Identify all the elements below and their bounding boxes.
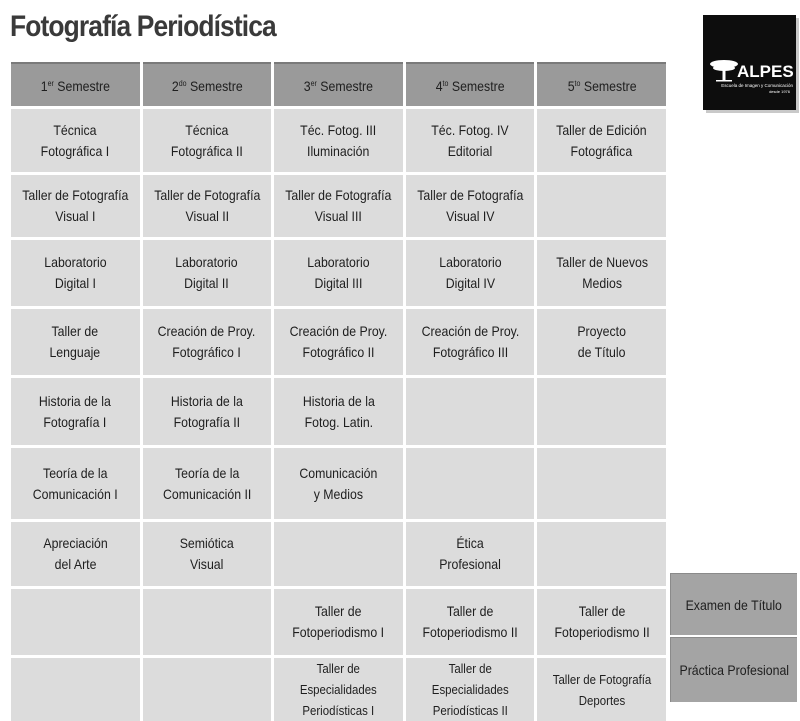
empty-cell bbox=[537, 448, 666, 519]
course-cell bbox=[406, 589, 535, 655]
course-cell bbox=[143, 109, 272, 172]
course-name: Taller de Nuevos Medios bbox=[555, 254, 648, 291]
semester-header-label: $2^{do}$ Semestre bbox=[171, 78, 243, 94]
course-name: Técnica Fotográfica II bbox=[170, 121, 243, 159]
page-title: Fotografía Periodística bbox=[10, 10, 276, 43]
course-name: Historia de la Fotog. Latin. bbox=[302, 392, 375, 430]
course-cell bbox=[274, 240, 403, 306]
course-name: Historia de la Fotografía II bbox=[170, 392, 243, 430]
course-name: Taller de Fotoperiodismo II bbox=[422, 603, 518, 640]
course-name: Téc. Fotog. IV Editorial bbox=[431, 121, 509, 159]
logo-since: desde 1976 bbox=[769, 89, 790, 94]
course-name: Ética Profesional bbox=[439, 535, 501, 572]
course-cell bbox=[406, 109, 535, 172]
course-name: Laboratorio Digital II bbox=[175, 254, 239, 291]
empty-cell bbox=[143, 589, 272, 655]
course-name: Semiótica Visual bbox=[179, 535, 234, 572]
logo-subtitle: Escuela de Imagen y Comunicación bbox=[721, 83, 793, 88]
course-cell bbox=[406, 522, 535, 586]
course-cell bbox=[406, 658, 535, 721]
exam-box bbox=[670, 573, 797, 635]
course-cell bbox=[406, 175, 535, 237]
course-cell bbox=[143, 309, 272, 375]
course-cell bbox=[274, 658, 403, 721]
semester-header bbox=[274, 62, 403, 106]
course-name: Taller de Lenguaje bbox=[49, 323, 101, 360]
course-cell bbox=[274, 309, 403, 375]
course-cell bbox=[143, 522, 272, 586]
course-name: Apreciación del Arte bbox=[43, 535, 108, 572]
empty-cell bbox=[143, 658, 272, 721]
logo-name: ALPES bbox=[737, 62, 794, 81]
course-name: Taller de Fotografía Visual III bbox=[285, 187, 392, 224]
semester-header bbox=[406, 62, 535, 106]
school-logo bbox=[703, 15, 796, 110]
course-name: Creación de Proy. Fotográfico I bbox=[158, 323, 256, 360]
course-cell bbox=[11, 378, 140, 445]
empty-cell bbox=[537, 175, 666, 237]
empty-cell bbox=[11, 589, 140, 655]
course-cell bbox=[143, 378, 272, 445]
empty-cell bbox=[537, 378, 666, 445]
course-name: Técnica Fotográfica I bbox=[41, 121, 110, 159]
course-name: Taller de Fotoperiodismo II bbox=[554, 603, 650, 640]
course-cell bbox=[537, 109, 666, 172]
empty-cell bbox=[11, 658, 140, 721]
course-cell bbox=[11, 448, 140, 519]
course-name: Laboratorio Digital III bbox=[307, 254, 370, 291]
empty-cell bbox=[406, 378, 535, 445]
course-cell bbox=[143, 175, 272, 237]
course-cell bbox=[537, 658, 666, 721]
course-cell bbox=[406, 240, 535, 306]
course-name: Taller de Fotografía Deportes bbox=[552, 671, 651, 708]
course-cell bbox=[274, 109, 403, 172]
empty-cell bbox=[274, 522, 403, 586]
course-cell bbox=[143, 240, 272, 306]
course-name: Taller de Fotografía Visual IV bbox=[417, 187, 524, 224]
course-name: Taller de Fotografía Visual I bbox=[22, 187, 129, 224]
empty-cell bbox=[537, 522, 666, 586]
semester-header-label: $5^{to}$ Semestre bbox=[567, 78, 637, 94]
course-name: Creación de Proy. Fotográfico II bbox=[289, 323, 388, 360]
course-cell bbox=[11, 309, 140, 375]
semester-header bbox=[11, 62, 140, 106]
course-cell bbox=[274, 378, 403, 445]
course-name: Taller de Edición Fotográfica bbox=[556, 121, 647, 159]
course-name: Creación de Proy. Fotográfico III bbox=[421, 323, 519, 360]
course-cell bbox=[406, 309, 535, 375]
course-name: Historia de la Fotografía I bbox=[39, 392, 112, 430]
curriculum-grid bbox=[11, 62, 666, 721]
course-cell bbox=[537, 309, 666, 375]
course-name: Laboratorio Digital I bbox=[44, 254, 107, 291]
course-cell bbox=[274, 589, 403, 655]
course-cell bbox=[11, 240, 140, 306]
course-name: Taller de Fotoperiodismo I bbox=[292, 603, 385, 640]
course-cell bbox=[11, 175, 140, 237]
semester-header-label: 1er Semestre bbox=[40, 78, 110, 94]
course-name: Taller de Fotografía Visual II bbox=[153, 187, 260, 224]
practice-label: Práctica Profesional bbox=[679, 662, 789, 678]
semester-header-label: 3er Semestre bbox=[303, 78, 374, 94]
course-cell bbox=[11, 109, 140, 172]
course-cell bbox=[11, 522, 140, 586]
exam-label: Examen de Título bbox=[685, 596, 783, 613]
course-cell bbox=[537, 589, 666, 655]
semester-header bbox=[143, 62, 272, 106]
empty-cell bbox=[406, 448, 535, 519]
course-name: Téc. Fotog. III Iluminación bbox=[300, 121, 377, 159]
practice-box bbox=[670, 637, 797, 702]
course-cell bbox=[274, 175, 403, 237]
tree-icon bbox=[708, 57, 740, 83]
course-cell bbox=[143, 448, 272, 519]
course-name: Teoría de la Comunicación II bbox=[162, 464, 252, 502]
course-name: Taller de Especialidades Periodísticas I bbox=[300, 661, 377, 718]
course-cell bbox=[274, 448, 403, 519]
course-name: Taller de Especialidades Periodísticas II bbox=[431, 661, 509, 718]
semester-header bbox=[537, 62, 666, 106]
course-cell bbox=[537, 240, 666, 306]
course-name: Laboratorio Digital IV bbox=[438, 254, 502, 291]
course-name: Proyecto de Título bbox=[577, 323, 626, 360]
course-name: Teoría de la Comunicación I bbox=[32, 464, 118, 502]
semester-header-label: $4^{to}$ Semestre bbox=[435, 78, 505, 94]
course-name: Comunicación y Medios bbox=[299, 464, 378, 502]
